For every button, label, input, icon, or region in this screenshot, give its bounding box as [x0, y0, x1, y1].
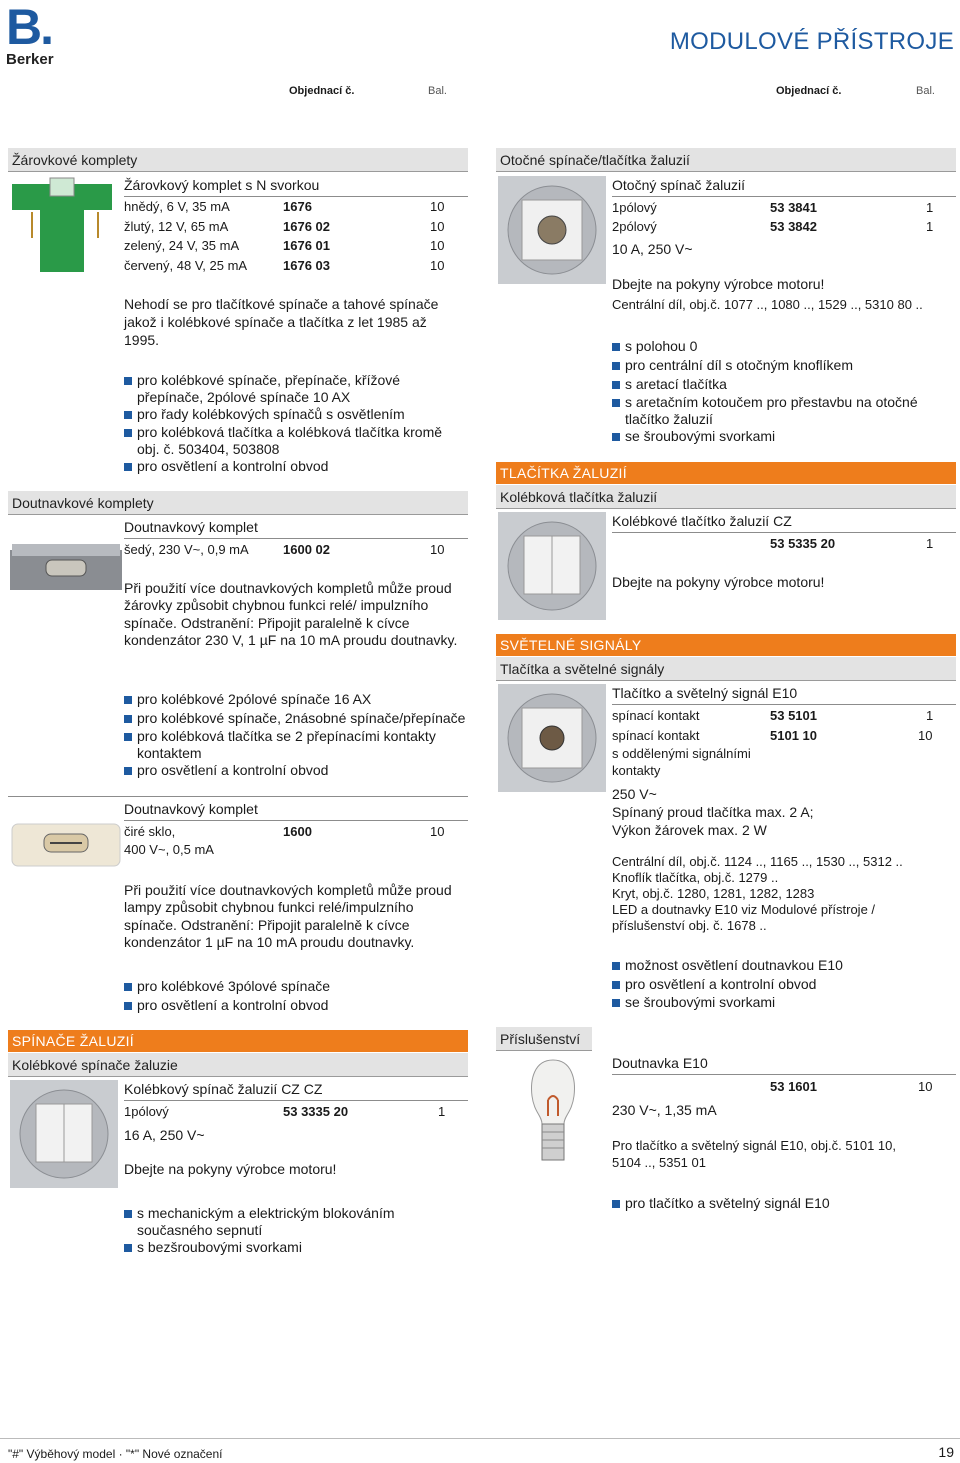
page-number: 19 — [938, 1444, 954, 1460]
col-header-pack-right: Bal. — [916, 85, 935, 97]
divider — [124, 820, 468, 821]
col-header-order-left: Objednací č. — [289, 85, 355, 97]
logo-wordmark: Berker — [6, 51, 54, 68]
divider — [612, 1074, 956, 1075]
footer-divider — [0, 1438, 960, 1439]
row-pack: 10 — [918, 1079, 933, 1094]
bullet-item: pro osvětlení a kontrolní obvod — [124, 458, 464, 475]
note-text: Dbejte na pokyny výrobce motoru! — [124, 1161, 337, 1177]
bullet-item: pro kolébkové 3pólové spínače — [124, 978, 464, 995]
row-desc-2: 400 V~, 0,5 mA — [124, 842, 214, 857]
bullet-item: pro kolébková tlačítka a kolébková tlačítka kromě obj. č. 503404, 503808 — [124, 424, 464, 458]
spec-text: 10 A, 250 V~ — [612, 241, 693, 257]
push-button-image — [498, 684, 606, 792]
bullet-item: s polohou 0 — [612, 338, 952, 355]
info-line: Kryt, obj.č. 1280, 1281, 1282, 1283 — [612, 886, 815, 901]
divider — [124, 538, 468, 539]
bullet-item: možnost osvětlení doutnavkou E10 — [612, 957, 952, 974]
bullet-item: s mechanickým a elektrickým blokováním současného sepnutí — [124, 1205, 424, 1239]
info-line: příslušenství obj. č. 1678 .. — [612, 918, 767, 933]
row-order-no: 5101 10 — [770, 728, 817, 743]
row-desc: spínací kontakt — [612, 708, 700, 723]
page-title: MODULOVÉ PŘÍSTROJE — [669, 28, 954, 55]
row-order-no: 53 5101 — [770, 708, 817, 723]
row-subtitle: s oddělenými signálními kontakty — [612, 746, 751, 778]
row-pack: 10 — [918, 728, 933, 743]
clear-glow-lamp-image — [10, 818, 122, 870]
row-desc: zelený, 24 V, 35 mA — [124, 238, 240, 253]
brand-logo — [6, 2, 76, 72]
product-title: Tlačítko a světelný signál E10 — [612, 685, 798, 701]
glow-lamp-set-image — [10, 542, 122, 594]
col-header-order-right: Objednací č. — [776, 85, 842, 97]
section-orange-spinace-zaluzii: SPÍNAČE ŽALUZIÍ — [8, 1030, 468, 1052]
divider — [612, 704, 956, 705]
note-text: Dbejte na pokyny výrobce motoru! — [612, 574, 825, 590]
section-title-kolebkove-spinace: Kolébkové spínače žaluzie — [8, 1053, 468, 1077]
info-line: LED a doutnavky E10 viz Modulové přístroje / — [612, 902, 876, 917]
rocker-button-image — [498, 512, 606, 620]
bullet-item: s aretačním kotoučem pro přestavbu na otočné tlačítko žaluzií — [612, 394, 932, 428]
row-order-no: 1600 02 — [283, 542, 330, 557]
row-pack: 1 — [926, 536, 934, 551]
row-desc: 1pólový — [124, 1104, 169, 1119]
bullet-item: pro kolébkové spínače, přepínače, křížové přepínače, 2pólové spínače 10 AX — [124, 372, 424, 406]
row-desc: čiré sklo, — [124, 824, 176, 839]
bullet-item: se šroubovými svorkami — [612, 994, 952, 1011]
col-header-pack-left: Bal. — [428, 85, 447, 97]
row-order-no: 53 3842 — [770, 219, 817, 234]
spec-text: 250 V~ — [612, 786, 657, 802]
bulb-set-image — [10, 176, 120, 276]
row-desc: 2pólový — [612, 219, 657, 234]
row-pack: 10 — [430, 542, 445, 557]
footer-legend: "#" Výběhový model · "*" Nové označení — [8, 1447, 223, 1461]
glow-bulb-image — [518, 1056, 588, 1166]
row-pack: 1 — [926, 708, 934, 723]
spec-text: Spínaný proud tlačítka max. 2 A; — [612, 804, 814, 820]
central-part-text: Centrální díl, obj.č. 1077 .., 1080 .., 1529 .., 5310 80 .. — [612, 297, 923, 312]
product-title: Žárovkový komplet s N svorkou — [124, 177, 320, 193]
bullet-item: pro kolébkové 2pólové spínače 16 AX — [124, 691, 464, 708]
bullet-item: se šroubovými svorkami — [612, 428, 952, 445]
product-title: Doutnavkový komplet — [124, 519, 258, 535]
section-title-prislusenstvi: Příslušenství — [496, 1027, 592, 1051]
row-order-no: 1676 01 — [283, 238, 330, 253]
divider — [612, 196, 956, 197]
note-text: Nehodí se pro tlačítkové spínače a tahové spínače jakož i kolébkové spínače a tlačítka z let 1985 až 1995. — [124, 296, 439, 348]
bullet-item: pro osvětlení a kontrolní obvod — [124, 762, 464, 779]
rotary-switch-image — [498, 176, 606, 284]
product-title: Doutnavkový komplet — [124, 801, 258, 817]
row-order-no: 53 5335 20 — [770, 536, 836, 551]
info-line: Centrální díl, obj.č. 1124 .., 1165 .., 1530 .., 5312 .. — [612, 854, 903, 869]
bullet-item: pro kolébkové spínače, 2násobné spínače/přepínače — [124, 710, 468, 727]
logo-mark: B. — [6, 0, 52, 55]
row-pack: 10 — [430, 219, 445, 234]
row-desc: hnědý, 6 V, 35 mA — [124, 199, 230, 214]
row-order-no: 53 3335 20 — [283, 1104, 349, 1119]
row-order-no: 53 1601 — [770, 1079, 817, 1094]
divider — [124, 196, 468, 197]
bullet-item: s aretací tlačítka — [612, 376, 952, 393]
row-desc: červený, 48 V, 25 mA — [124, 258, 248, 273]
section-title-tlacitka-signaly: Tlačítka a světelné signály — [496, 657, 956, 681]
bullet-item: s bezšroubovými svorkami — [124, 1239, 424, 1256]
section-title-doutnavkove: Doutnavkové komplety — [8, 491, 468, 515]
divider — [124, 1100, 468, 1101]
section-title-zarovkove: Žárovkové komplety — [8, 148, 468, 172]
spec-text: 230 V~, 1,35 mA — [612, 1102, 717, 1118]
section-title-otocne: Otočné spínače/tlačítka žaluzií — [496, 148, 956, 172]
info-line: Knoflík tlačítka, obj.č. 1279 .. — [612, 870, 779, 885]
spec-text: Výkon žárovek max. 2 W — [612, 822, 767, 838]
product-title: Doutnavka E10 — [612, 1055, 708, 1071]
row-pack: 1 — [926, 219, 934, 234]
row-desc: 1pólový — [612, 200, 657, 215]
bullet-item: pro osvětlení a kontrolní obvod — [124, 997, 464, 1014]
row-pack: 10 — [430, 824, 445, 839]
section-orange-svetelne-signaly: SVĚTELNÉ SIGNÁLY — [496, 634, 956, 656]
row-pack: 1 — [438, 1104, 446, 1119]
row-pack: 10 — [430, 258, 445, 273]
row-order-no: 1600 — [283, 824, 312, 839]
row-desc: šedý, 230 V~, 0,9 mA — [124, 542, 249, 557]
product-title: Kolébkový spínač žaluzií CZ CZ — [124, 1081, 323, 1097]
row-order-no: 1676 02 — [283, 219, 330, 234]
row-desc: spínací kontakt — [612, 728, 700, 743]
product-title: Kolébkové tlačítko žaluzií CZ — [612, 513, 792, 529]
bullet-item: pro osvětlení a kontrolní obvod — [612, 976, 952, 993]
note-text: Dbejte na pokyny výrobce motoru! — [612, 276, 825, 292]
section-orange-tlacitka-zaluzii: TLAČÍTKA ŽALUZIÍ — [496, 462, 956, 484]
note-text: Při použití více doutnavkových kompletů může proud lampy způsobit chybnou funkci relé/impulzního spínače. Odstranění: Připojit paralelně k cívce kondenzátor 1 µF na 10 mA proudu doutnavky. — [124, 882, 452, 951]
row-order-no: 53 3841 — [770, 200, 817, 215]
bullet-item: pro centrální díl s otočným knoflíkem — [612, 357, 952, 374]
row-order-no: 1676 03 — [283, 258, 330, 273]
row-desc: žlutý, 12 V, 65 mA — [124, 219, 229, 234]
divider — [612, 532, 956, 533]
section-title-kolebkova-tlacitka: Kolébková tlačítka žaluzií — [496, 485, 956, 509]
bullet-item: pro tlačítko a světelný signál E10 — [612, 1195, 952, 1212]
row-pack: 1 — [926, 200, 934, 215]
note-text: Pro tlačítko a světelný signál E10, obj.č. 5101 10, 5104 .., 5351 01 — [612, 1138, 897, 1170]
spec-text: 16 A, 250 V~ — [124, 1127, 205, 1143]
bullet-item: pro řady kolébkových spínačů s osvětlením — [124, 406, 464, 423]
divider — [8, 796, 468, 797]
switch-image — [10, 1080, 118, 1188]
row-pack: 10 — [430, 199, 445, 214]
row-pack: 10 — [430, 238, 445, 253]
row-order-no: 1676 — [283, 199, 312, 214]
product-title: Otočný spínač žaluzií — [612, 177, 746, 193]
bullet-item: pro kolébková tlačítka se 2 přepínacími kontakty kontaktem — [124, 728, 454, 762]
note-text: Při použití více doutnavkových kompletů může proud žárovky způsobit chybnou funkci relé/ impulzního spínače. Odstranění: Připojit paralelně k cívce kondenzátor 230 V, 1 µF na 10 mA proudu doutnavky. — [124, 580, 458, 649]
